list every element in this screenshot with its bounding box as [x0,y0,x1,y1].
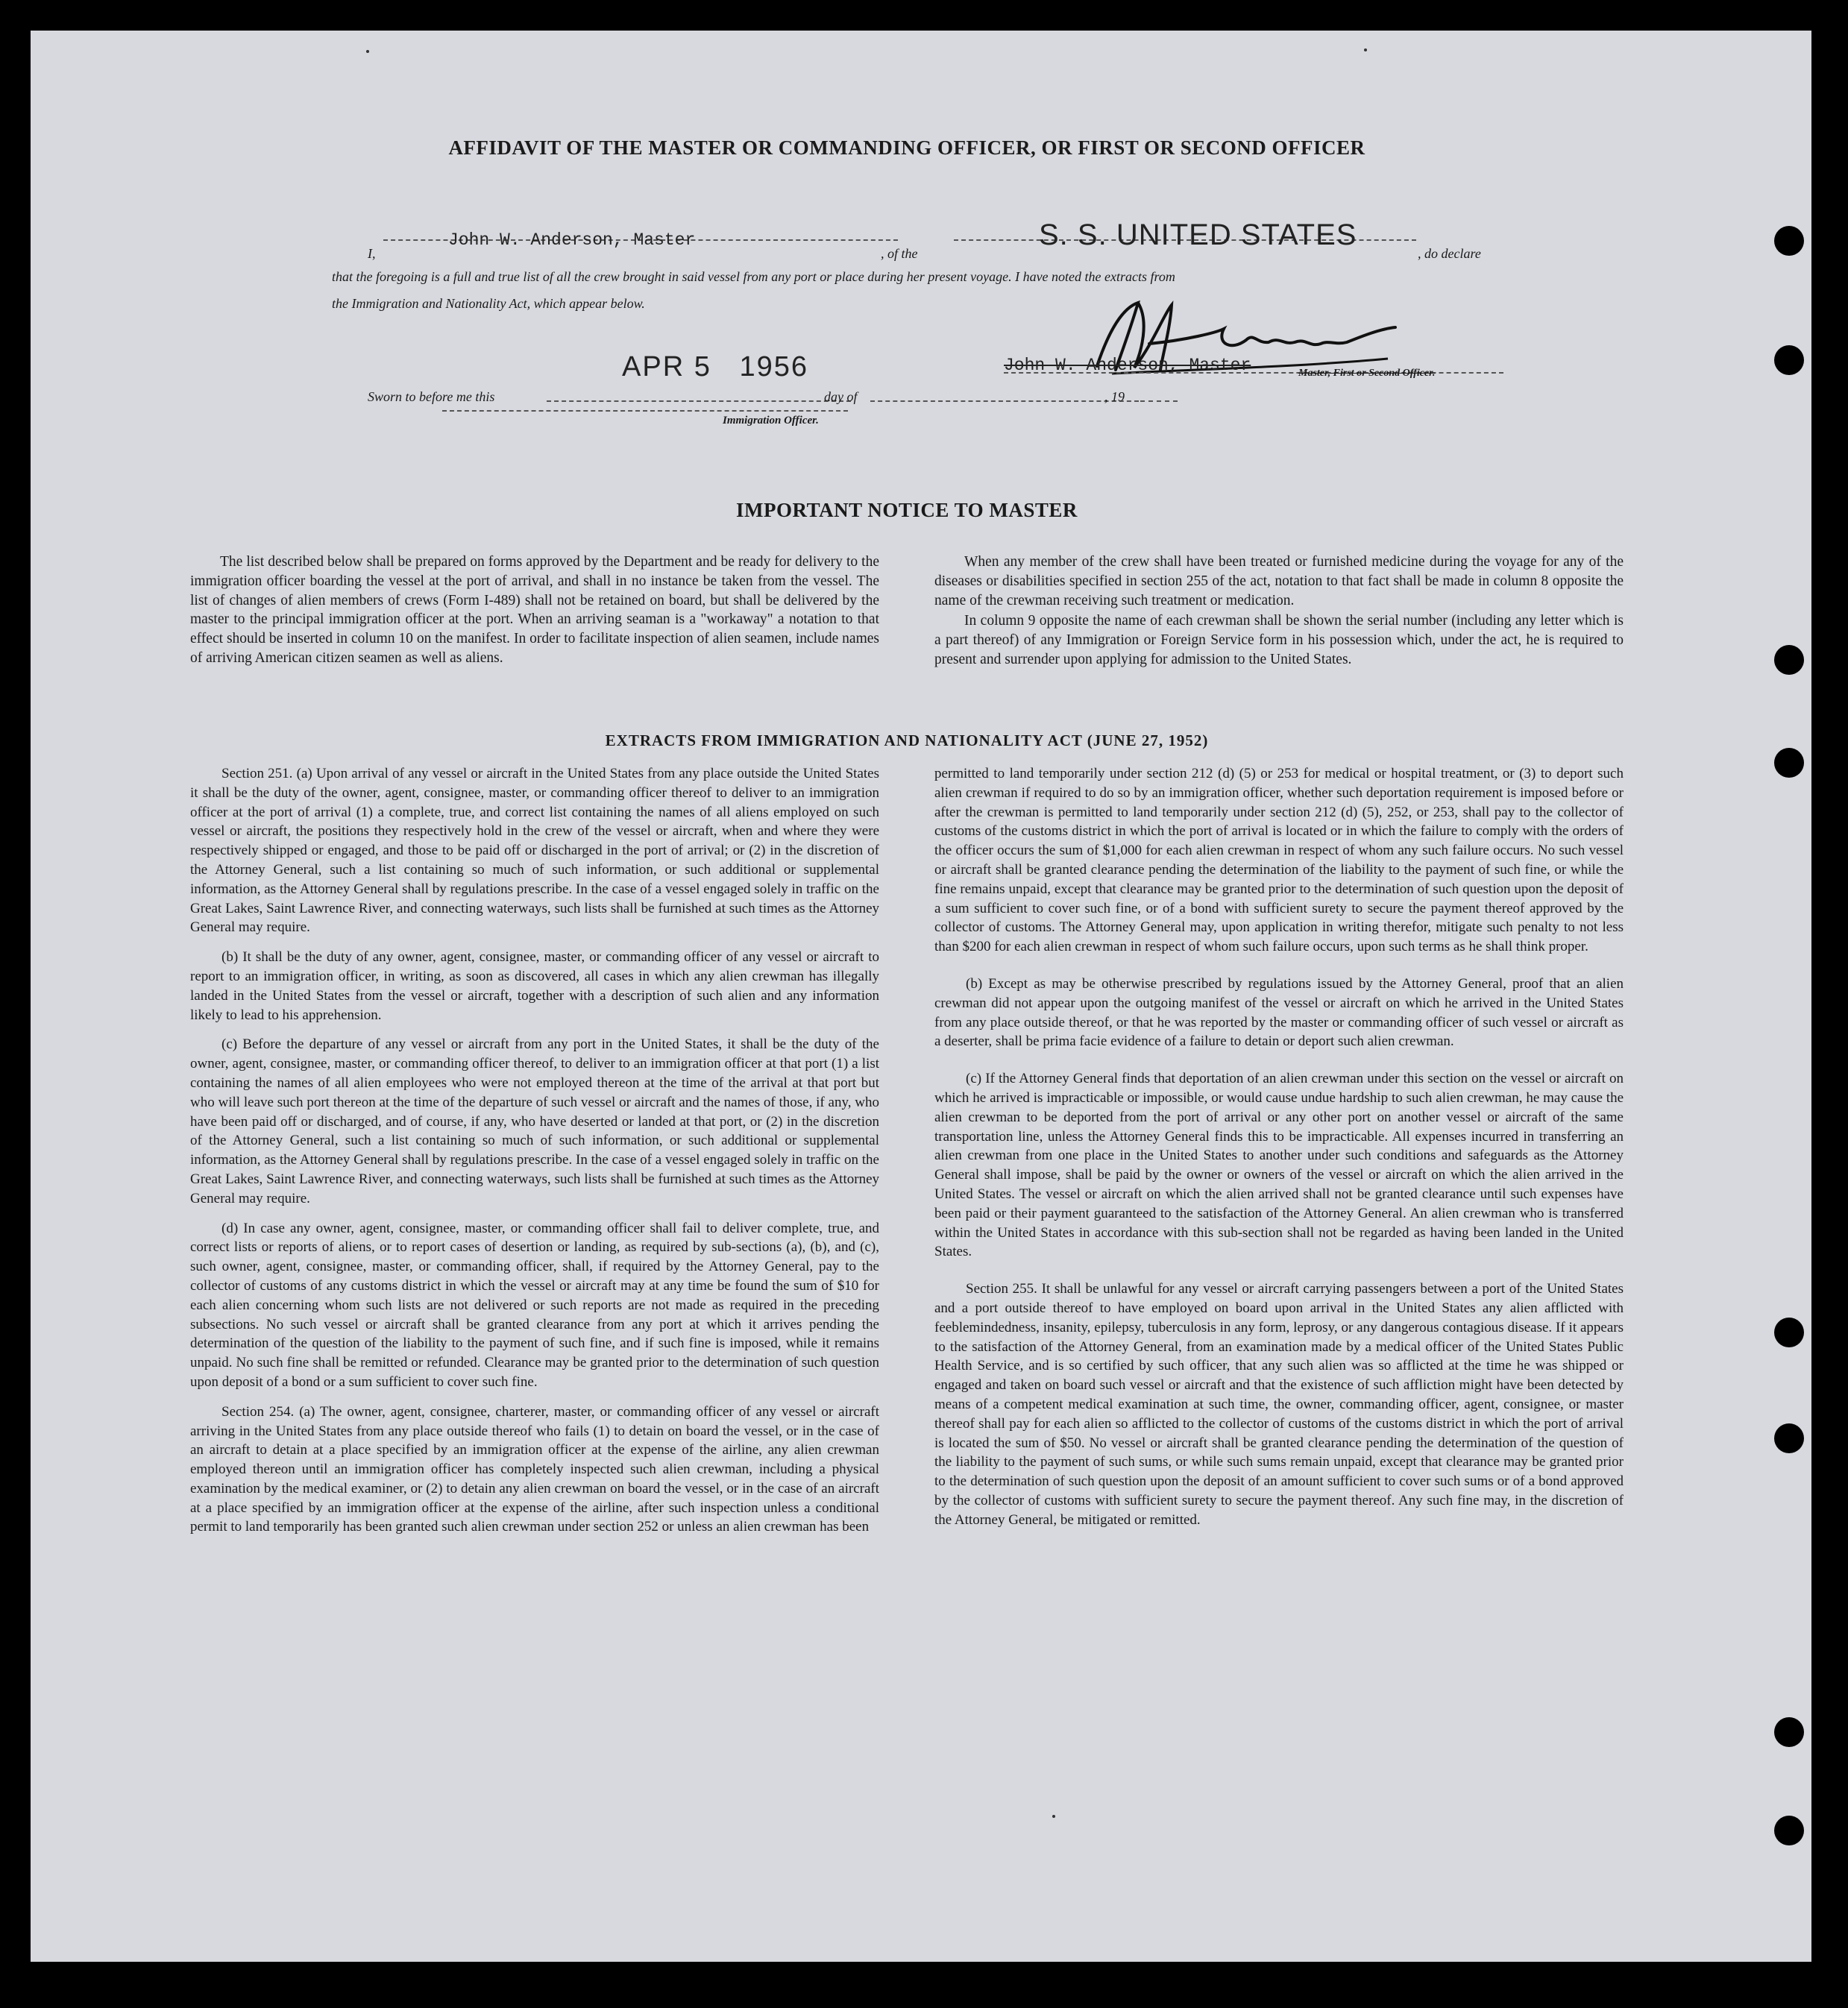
section-251-a: Section 251. (a) Upon arrival of any vessel or aircraft in the United States from any place outside the United States it shall be the duty of the owner, agent, consignee, master, or commanding officer thereof to deliver to an immigration officer at the port of arrival (1) a complete, true, and correct list containing the names of all aliens employed on such vessel or aircraft, the positions they respectively hold in the crew of the vessel or aircraft, when and where they were respectively shipped or engaged, and those to be paid off or discharged in the port of arrival; or (2) in the discretion of the Attorney General, such a list containing so much of such information, or such additional or supplemental information, as the Attorney General shall by regulations prescribe. In the case of a vessel engaged solely in traffic on the Great Lakes, Saint Lawrence River, and connecting waterways, such lists shall be furnished at such times as the Attorney General may require. [190,766,879,936]
year-line [1140,400,1178,402]
section-254-a-continued: permitted to land temporarily under section 212 (d) (5) or 253 for medical or hospital treatment, or (3) to deport such alien crewman if required to do so by an immigration officer, whether such deportation requirement is imposed before or after the crewman is permitted to land temporarily under section 212 (d) (5), 252, or 253, shall pay to the collector of customs of the customs district in which the port of arrival is located or in which the failure to comply with the orders of the officer occurs the sum of $1,000 for each alien crewman in respect of whom any such failure occurs. No such vessel or aircraft shall be granted clearance pending the determination of the liability to the payment of such fine, or while the fine remains unpaid, except that clearance may be granted prior to the determination of such question upon the deposit of a sum sufficient to cover such fine, or of a bond with sufficient surety to secure the payment thereof approved by the collector of customs. The Attorney General may, upon application in writing therefor, mitigate such penalty to not less than $200 for each alien crewman in respect of whom such failure occurs, upon such terms as he shall think proper. [934,766,1624,955]
notice-left-paragraph: The list described below shall be prepared on forms approved by the Department and be ready for delivery to the immigration officer boarding the vessel at the port of arrival, and shall in no instance be taken from the vessel. The list of changes of alien members of crews (Form I-489) shall not be retained on board, but shall be delivered by the master to the principal immigration officer at the port. When an arriving seaman is a "workaway" a notation to that effect should be inserted in column 10 on the manifest. In order to facilitate inspection of alien seamen, include names of arriving American citizen seamen as well as aliens. [190,554,879,666]
extracts-right-column [934,764,1624,1540]
section-254-b: (b) Except as may be otherwise prescribed by regulations issued by the Attorney General, proof that an alien crewman did not appear upon the outgoing manifest of the vessel or aircraft on which he arrived in the United States from any place outside thereof, or that he was reported by the master or commanding officer of such vessel or aircraft as a deserter, shall be prima facie evidence of a failure to detain or deport such alien crewman. [934,975,1624,1050]
notice-left-column [190,553,879,679]
document-page [31,31,1811,1962]
section-251-d: (d) In case any owner, agent, consignee, master, or commanding officer shall fail to deliver complete, true, and correct lists or reports of aliens, or to report cases of desertion or landing, as required by sub-sections (a), (b), and (c), such owner, agent, consignee, master, or commanding officer, shall, if required by the Attorney General, pay to the collector of customs of any customs district in which the vessel or aircraft may at any time be found the sum of $10 for each alien concerning whom such lists are not delivered or such reports are not made as required in the preceding subsections. No such vessel or aircraft shall be granted clearance from any port at which it arrives pending the determination of the question of the liability to the payment of such fine, and if such fine is imposed, while it remains unpaid. No such fine shall be remitted or refunded. Clearance may be granted prior to the determination of such question upon deposit of a bond or a sum sufficient to cover such fine. [190,1220,879,1390]
scan-speck [366,50,369,53]
binder-hole [1774,1816,1804,1845]
day-of-label: day of [824,389,858,404]
binder-hole [1774,226,1804,256]
section-254-c: (c) If the Attorney General finds that deportation of an alien crewman under this section on the vessel or aircraft on which he arrived is impracticable or impossible, or would cause undue hardship to such alien crewman, he may cause the alien crewman to be deported from the port of arrival or any other port on another vessel or aircraft of the same transportation line, unless the Attorney General finds this to be impracticable. All expenses incurred in transferring an alien crewman from one place in the United States to another under such conditions and safeguards as the Attorney General shall impose, shall be paid by the owner or owners of the vessel or aircraft on which the alien arrived in the United States. The vessel or aircraft on which the alien arrived shall not be granted clearance until such expenses have been paid or their payment guaranteed to the satisfaction of the Attorney General. An alien crewman who is transferred within the United States in accordance with this sub-section shall not be regarded as having been landed in the United States. [934,1071,1624,1260]
year-label: , 19 [1104,389,1125,404]
date-stamp: APR 5 1956 [622,351,809,383]
immigration-officer-caption: Immigration Officer. [723,415,819,427]
notice-right-column [934,553,1624,680]
binder-hole [1774,345,1804,375]
affidavit-title: AFFIDAVIT OF THE MASTER OR COMMANDING OFFICER, OR FIRST OR SECOND OFFICER [448,136,1365,159]
vessel-name-value: S. S. UNITED STATES [1039,218,1357,251]
binder-hole [1774,748,1804,778]
typed-signature: John W. Anderson, Master [1004,356,1251,375]
scan-speck [1364,48,1367,51]
sworn-label: Sworn to before me this [368,389,495,404]
immigration-officer-line [442,410,848,412]
notice-right-paragraph-1: When any member of the crew shall have been treated or furnished medicine during the voyage for any of the diseases or disabilities specified in section 255 of the act, notation to that fact shall be made in column 8 opposite the name of the crewman receiving such treatment or medication. [934,554,1624,608]
binder-hole [1774,645,1804,675]
sworn-day-line [547,400,851,402]
notice-right-paragraph-2: In column 9 opposite the name of each crewman shall be shown the serial number (including any letter which is a part thereof) of any Immigration or Foreign Service form in his possession which, under the act, he is required to present and surrender upon applying for admission to the United States. [934,613,1624,667]
month-line [870,400,1139,402]
section-251-c: (c) Before the departure of any vessel or aircraft from any port in the United States, it shall be the duty of the owner, agent, consignee, master, or commanding officer thereof, to deliver to an immigration officer at that port (1) a list containing the names of all alien employees who were not employed thereon at the time of the arrival at that port but who will leave such port thereon at the time of the departure of such vessel or aircraft and the names of those, if any, who have been paid off or discharged, and of course, if any, who have deserted or landed at that port, or (2) in the discretion of the Attorney General, such a list containing so much of such information, or such additional or supplemental information, as the Attorney General shall by regulations prescribe. In the case of a vessel engaged solely in traffic on the Great Lakes, Saint Lawrence River, and connecting waterways, such lists shall be furnished at such times as the Attorney General may require. [190,1036,879,1206]
extracts-title: EXTRACTS FROM IMMIGRATION AND NATIONALITY ACT (JUNE 27, 1952) [605,731,1209,749]
scan-speck [1052,1815,1055,1818]
signature-caption: Master, First or Second Officer. [1298,368,1436,379]
extracts-left-column [190,764,879,1547]
section-255: Section 255. It shall be unlawful for any vessel or aircraft carrying passengers between a port of the United States and a port outside thereof to have employed on board upon arrival in the United States any alien afflicted with feeblemindedness, insanity, epilepsy, tuberculosis in any form, leprosy, or any dangerous contagious disease. If it appears to the satisfaction of the Attorney General, from an examination made by a medical officer of the United States Public Health Service, and is so certified by such officer, that any such alien was so afflicted at the time he was shipped or engaged and taken on board such vessel or aircraft and that the existence of such affliction might have been detected by means of a competent medical examination at such time, the owner, commanding officer, agent, consignee, or master thereof shall pay for each alien so afflicted to the collector of customs of the customs district in which the port of arrival is located the sum of $50. No vessel or aircraft shall be granted clearance pending the determination of the question of the liability to the payment of such sums, or while such sums remain unpaid, except that clearance may be granted prior to the determination of such question upon the deposit of an amount sufficient to cover such sums or of a bond approved by the collector of customs with sufficient surety to secure the payment thereof. Any such fine may, in the discretion of the Attorney General, be mitigated or remitted. [934,1281,1624,1528]
section-251-b: (b) It shall be the duty of any owner, agent, consignee, master, or commanding officer of any vessel or aircraft to report to an immigration officer, in writing, as soon as discovered, all cases in which any alien crewman has illegally landed in the United States from the vessel or aircraft, together with a description of such alien and any information likely to lead to his apprehension. [190,949,879,1023]
declaration-line-2: the Immigration and Nationality Act, which appear below. [332,296,645,311]
master-name-value: John W. Anderson, Master [448,230,696,250]
binder-hole [1774,1717,1804,1747]
binder-hole [1774,1318,1804,1347]
section-254-a: Section 254. (a) The owner, agent, consignee, charterer, master, or commanding officer of any vessel or aircraft arriving in the United States from any place outside thereof who fails (1) to detain on board the vessel, or in the case of an aircraft to detain at a place specified by an immigration officer at the expense of the airline, any alien crewman employed thereon until an immigration officer has completely inspected such alien crewman, including a physical examination by the medical examiner, or (2) to detain any alien crewman on board the vessel, or in the case of an aircraft at a place specified by an immigration officer at the expense of the airline, after such inspection unless a conditional permit to land temporarily has been granted such alien crewman under section 252 or unless an alien crewman has been [190,1403,879,1535]
declaration-line-1: that the foregoing is a full and true list of all the crew brought in said vessel from any port or place during her present voyage. I have noted the extracts from [332,269,1175,284]
notice-title: IMPORTANT NOTICE TO MASTER [736,499,1078,521]
do-declare-label: , do declare [1418,246,1481,261]
of-the-label: , of the [881,246,918,261]
binder-hole [1774,1423,1804,1453]
i-label: I, [368,246,376,261]
